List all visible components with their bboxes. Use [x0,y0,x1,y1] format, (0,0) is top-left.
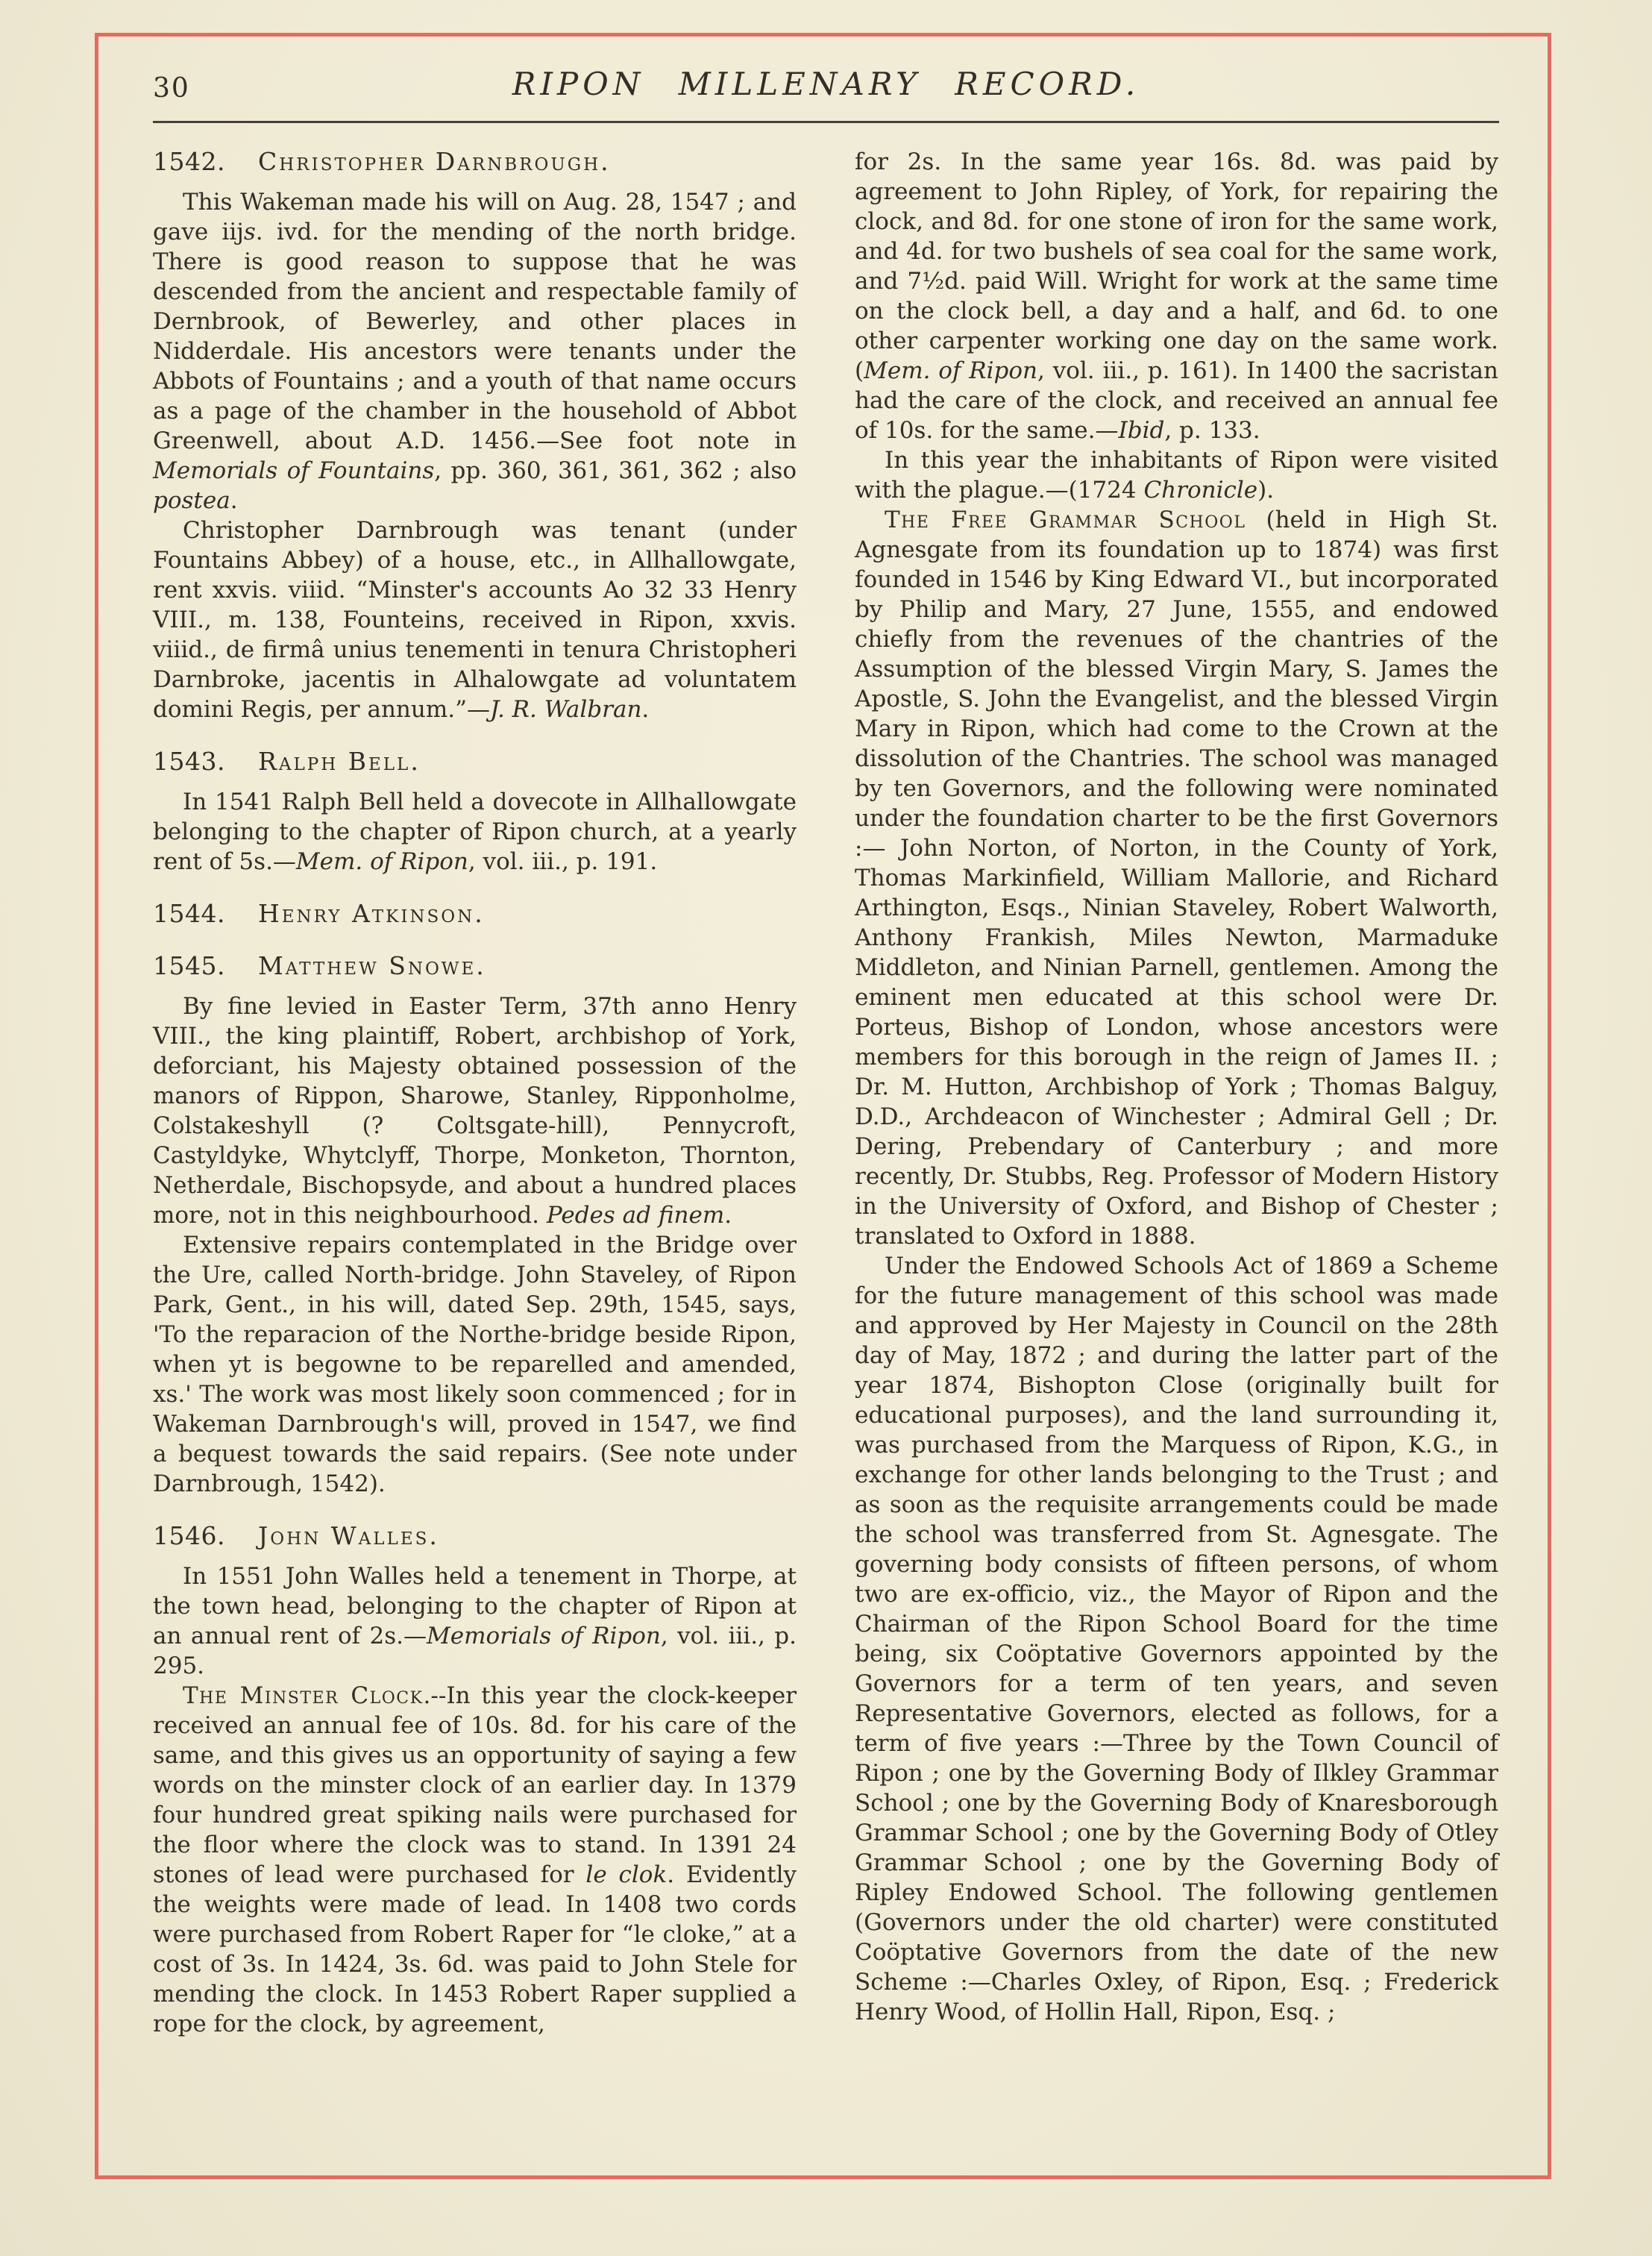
italic-run: s [243,219,256,245]
text-run: , vol. iii., p. 295. [153,1623,797,1679]
text-run: . [724,1202,732,1229]
text-run: Under the Endowed Schools Act of 1869 a Scheme for the future management of this school was made and approved by Her Majesty in Council on the 28th day of May, 1872 ; and during the latter part of the year 1874, Bishopton Close (originally built for educational purposes), and the land surrounding it, was purchased from the Marquess of Ripon, K.G., in exchange for other lands belonging to the Trust ; and as soon as the requisite arrangements could be made the school was transferred from St. Agnesgate. The governing body consists of fifteen persons, of whom two are ex-officio, viz., the Mayor of Ripon and the Chairman of the Ripon School Board for the time being, six Coöptative Governors appointed by the Governors for a term of ten years, and seven Representative Governors, elected as follows, for a term of five years :—Three by the Town Council of Ripon ; one by the Governing Body of Ilkley Grammar School ; one by the Governing Body of Knaresborough Grammar School ; one by the Governing Body of Otley Grammar School ; one by the Governing Body of Ripley Endowed School. The following gentlemen (Governors under the old charter) were constituted Coöptative Governors from the date of the new Scheme :—Charles Oxley, of Ripon, Esq. ; Frederick Henry Wood, of Hollin Hall, Ripon, Esq. ; [855,1253,1498,2025]
text-run: In this year the inhabitants of Ripon were visited with the plague.—(1724 [855,447,1498,504]
text-run: .--In this year the clock-keeper received an annual fee of 10s. 8d. for his care of the same, and this gives us an opportunity of saying a few words on the minster clock of an earlier day. In 1379 four hundred great spiking nails were purchased for the floor where the clock was to stand. In 1391 24 stones of lead were purchased for [153,1682,797,1888]
page-number: 30 [153,73,190,104]
italic-run: Chronicle [1143,477,1258,504]
text-run: In 1551 John Walles held a tenement in Thorpe, at the town head, belonging to the chapter of Ripon at an annual rent of 2s.— [153,1563,797,1649]
entry-heading-1543 [153,747,797,777]
entry-heading-1545 [153,951,797,981]
right-column [855,147,1498,2039]
text-columns [153,147,1499,2039]
paragraph-continuation [855,147,1498,445]
paragraph [153,787,797,877]
text-run: . ivd. for the mending of the north bridge. There is good reason to suppose that he was descended from the ancient and respectable family of Dernbrook, of Bewerley, and other places in Nidderdale. His ancestors were tenants under the Abbots of Fountains ; and a youth of that name occurs as a page of the chamber in the household of Abbot Greenwell, about A.D. 1456.—See foot note in [153,219,797,454]
text-run: . [230,487,238,514]
paragraph [153,516,797,724]
text-run: for 2s. In the same year 16s. 8d. was paid by agreement to John Ripley, of York, for repairing the clock, and 8d. for one stone of iron for the same work, and 4d. for two bushels of sea coal for the same work, and 7½d. paid Will. Wright for work at the same time on the clock bell, a day and a half, and 6d. to one other carpenter working one day on the same work. ( [855,148,1498,384]
entry-number: 1542. [153,147,225,176]
entry-number: 1545. [153,951,225,980]
italic-run: le clok [585,1861,668,1888]
italic-run: Pedes ad finem [546,1202,725,1229]
italic-run: postea [153,487,230,514]
paragraph [153,187,797,516]
entry-title: Ralph Bell. [257,747,421,776]
text-run: , pp. 360, 361, 361, 362 ; also [434,457,797,484]
paragraph [153,1230,797,1499]
entry-heading-1542 [153,147,797,177]
text-run: , vol. iii., p. 161). In 1400 the sacristan had the care of the clock, and received an annual fee of 10s. for the same.— [855,357,1498,444]
smallcaps-run: The Free Grammar School [885,507,1246,533]
left-column [153,147,797,2039]
italic-run: Memorials of Ripon [427,1623,661,1649]
italic-run: J. R. Walbran [489,696,642,723]
entry-number: 1544. [153,899,225,928]
page-header [153,66,1499,109]
italic-run: Memorials of Fountains [153,457,435,484]
text-run: , p. 133. [1164,417,1260,444]
entry-number: 1543. [153,747,225,776]
italic-run: Mem. of Ripon [295,848,468,875]
text-run: ). [1257,477,1275,504]
entry-heading-1546 [153,1521,797,1551]
smallcaps-run: The Minster Clock [183,1682,424,1709]
header-rule [153,121,1499,123]
text-run: (held in High St. Agnesgate from its foundation up to 1874) was first founded in 1546 by King Edward VI., but incorporated by Philip and Mary, 27 June, 1555, and endowed chiefly from the revenues of the chantries of the Assumption of the blessed Virgin Mary, S. James the Apostle, S. John the Evangelist, and the blessed Virgin Mary in Ripon, which had come to the Crown at the dissolution of the Chantries. The school was managed by ten Governors, and the following were nominated under the foundation charter to be the first Governors :— John Norton, of Norton, in the County of York, Thomas Markinfield, William Mallorie, and Richard Arthington, Esqs., Ninian Staveley, Robert Walworth, Anthony Frankish, Miles Newton, Marmaduke Middleton, and Ninian Parnell, gentlemen. Among the eminent men educated at this school were Dr. Porteus, Bishop of London, whose ancestors were members for this borough in the reign of James II. ; Dr. M. Hutton, Archbishop of York ; Thomas Balguy, D.D., Archdeacon of Winchester ; Admiral Gell ; Dr. Dering, Prebendary of Canterbury ; and more recently, Dr. Stubbs, Reg. Professor of Modern History in the University of Oxford, and Bishop of Chester ; translated to Oxford in 1888. [855,507,1498,1250]
text-run: Extensive repairs contemplated in the Bridge over the Ure, called North-bridge. John Staveley, of Ripon Park, Gent., in his will, dated Sep. 29th, 1545, says, 'To the reparacion of the Northe-bridge beside Ripon, when yt is begowne to be reparelled and amended, xs.' The work was most likely soon commenced ; for in Wakeman Darnbrough's will, proved in 1547, we find a bequest towards the said repairs. (See note under Darnbrough, 1542). [153,1232,797,1497]
text-run: . Evidently the weights were made of lead. In 1408 two cords were purchased from Robert Raper for “le cloke,” at a cost of 3s. In 1424, 3s. 6d. was paid to John Stele for mending the clock. In 1453 Robert Raper supplied a rope for the clock, by agreement, [153,1861,797,2037]
entry-title: Henry Atkinson. [257,899,485,928]
paragraph-free-grammar-school [855,505,1498,1251]
entry-number: 1546. [153,1521,225,1550]
page-title: RIPON MILLENARY RECORD. [512,66,1140,102]
entry-heading-1544 [153,899,797,929]
italic-run: Mem. of Ripon [864,357,1037,384]
text-run: In 1541 Ralph Bell held a dovecote in Allhallowgate belonging to the chapter of Ripon church, at a yearly rent of 5s.— [153,789,797,875]
italic-run: Ibid [1118,417,1165,444]
paragraph-minster-clock [153,1681,797,2039]
page-content [153,66,1499,2039]
paragraph [153,1561,797,1681]
text-run: , vol. iii., p. 191. [468,848,658,875]
paragraph [855,445,1498,505]
entry-title: Matthew Snowe. [257,951,486,980]
entry-title: John Walles. [257,1521,439,1550]
paragraph-endowed-schools [855,1251,1498,2027]
text-run: This Wakeman made his will on Aug. 28, 1547 ; and gave iij [153,189,797,245]
text-run: By fine levied in Easter Term, 37th anno Henry VIII., the king plaintiff, Robert, archbishop of York, deforciant, his Majesty obtained possession of the manors of Rippon, Sharowe, Stanley, Ripponholme, Colstakeshyll (? Coltsgate-hill), Pennycroft, Castyldyke, Whytclyff, Thorpe, Monketon, Thornton, Netherdale, Bischopsyde, and about a hundred places more, not in this neighbourhood. [153,993,797,1229]
text-run: . [641,696,650,723]
text-run: Christopher Darnbrough was tenant (under Fountains Abbey) of a house, etc., in Allhallowgate, rent xxvis. viiid. “Minster's accounts Ao 32 33 Henry VIII., m. 138, Founteins, received in Ripon, xxvis. viiid., de firmâ unius tenementi in tenura Christopheri Darnbroke, jacentis in Alhalowgate ad voluntatem domini Regis, per annum.”— [153,517,797,723]
paragraph [153,991,797,1230]
entry-title: Christopher Darnbrough. [257,147,611,176]
